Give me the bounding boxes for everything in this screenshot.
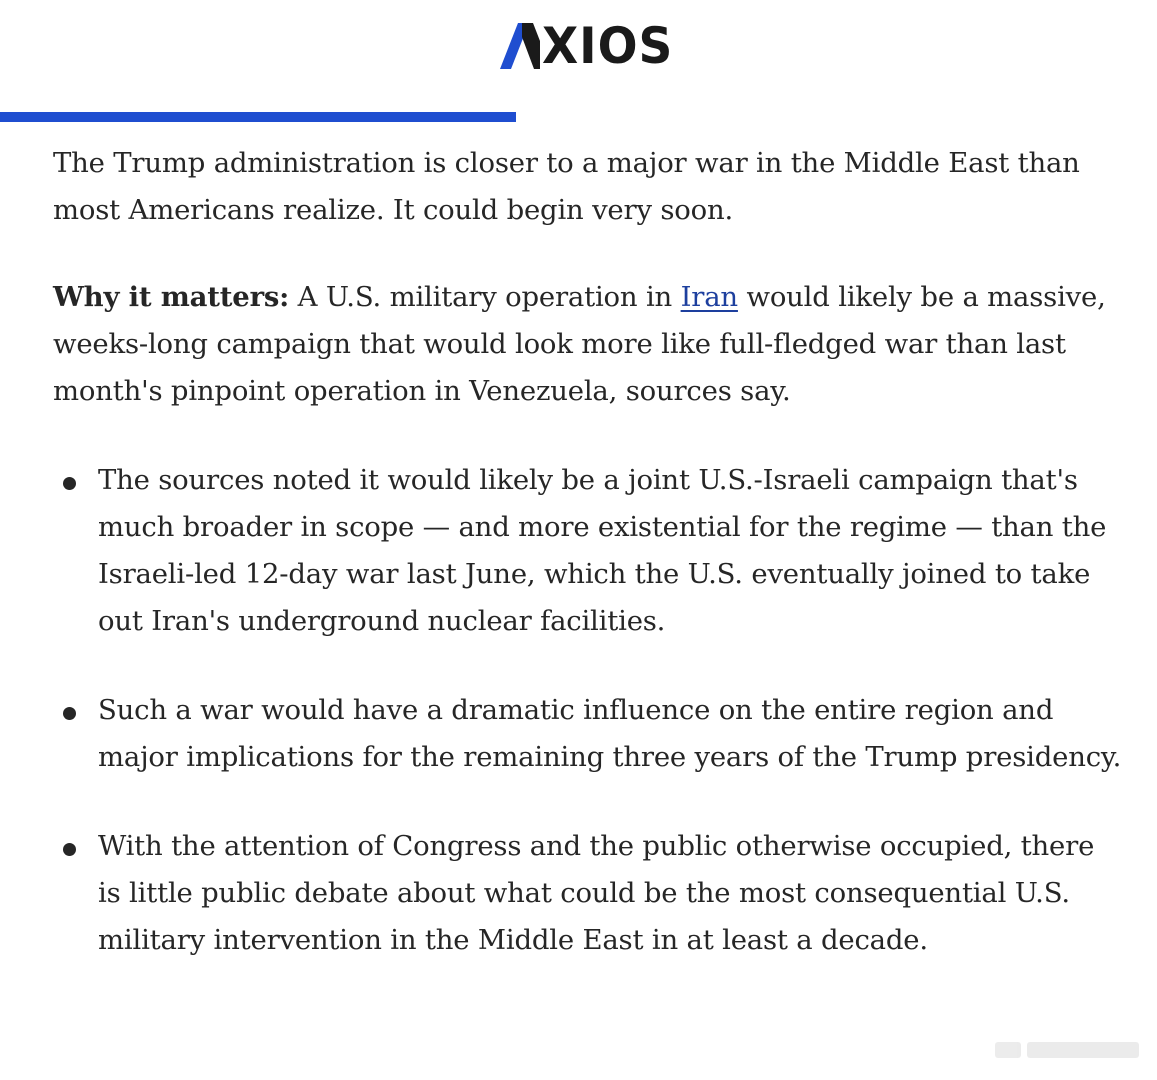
list-item	[53, 457, 1123, 645]
why-it-matters-paragraph	[53, 274, 1123, 415]
bullet-dot-icon	[63, 843, 76, 856]
why-it-matters-label: Why it matters:	[53, 281, 290, 313]
article-body	[53, 140, 1123, 964]
bullet-text: The sources noted it would likely be a joint U.S.-Israeli campaign that's much broader in scope — and more existential for the regime — than the Israeli-led 12-day war last June, which the U.S. eventually joined to take out Iran's underground nuclear facilities.	[98, 464, 1107, 637]
article-lede: The Trump administration is closer to a major war in the Middle East than most Americans realize. It could begin very soon.	[53, 147, 1080, 226]
header-accent-bar	[0, 112, 516, 122]
site-header	[0, 0, 1157, 124]
iran-link[interactable]: Iran	[680, 281, 738, 313]
bullet-dot-icon	[63, 707, 76, 720]
list-item	[53, 687, 1123, 781]
bullet-text: With the attention of Congress and the public otherwise occupied, there is little public debate about what could be the most consequential U.S. military intervention in the Middle East in at least a decade.	[98, 830, 1095, 956]
why-it-matters-text-after: would likely be a massive, weeks-long campaign that would look more like full-fledged war than last month's pinpoint operation in Venezuela, sources say.	[53, 281, 1106, 407]
list-item	[53, 823, 1123, 964]
bullet-list	[53, 457, 1123, 964]
axios-logo[interactable]	[500, 18, 682, 74]
watermark-mark	[995, 1042, 1021, 1058]
watermark	[995, 1036, 1145, 1064]
axios-a-logo-icon	[500, 23, 540, 69]
why-it-matters-text-before: A U.S. military operation in	[289, 281, 681, 313]
bullet-text: Such a war would have a dramatic influence on the entire region and major implications for the remaining three years of the Trump presidency.	[98, 694, 1122, 773]
bullet-dot-icon	[63, 477, 76, 490]
logo-wordmark: XIOS	[542, 17, 674, 75]
watermark-text-block	[1027, 1042, 1139, 1058]
